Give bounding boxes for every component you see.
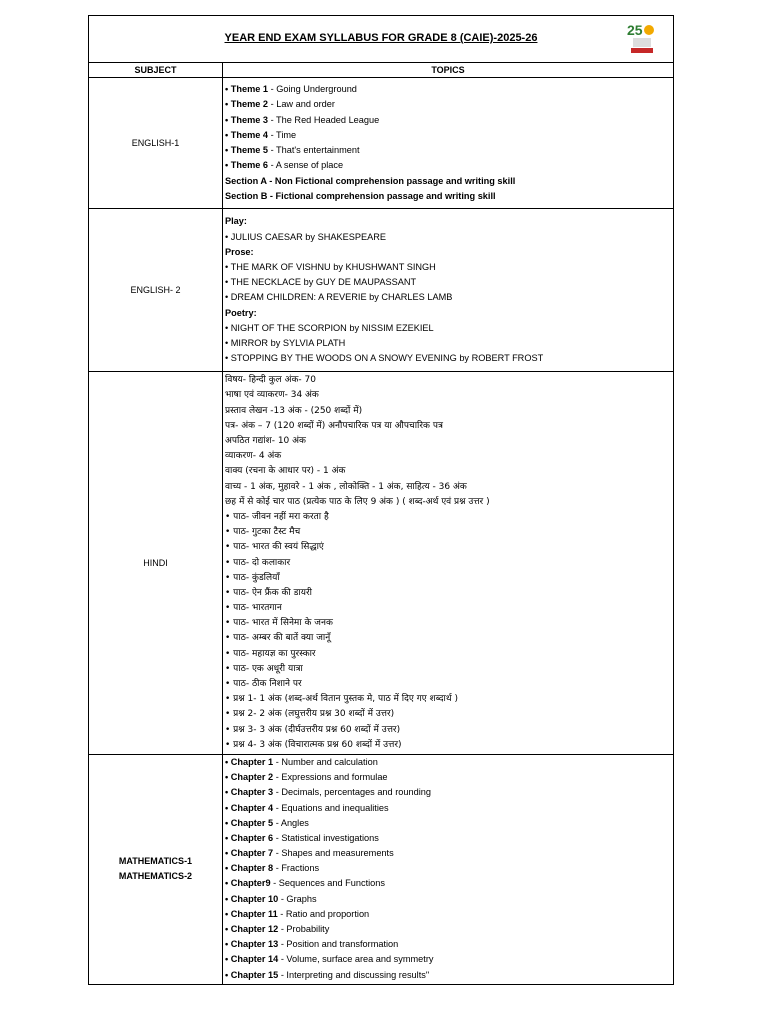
topic-line [225, 230, 673, 245]
topic-line: छह में से कोई चार पाठ (प्रत्येक पाठ के लिए 9 अंक ) ( शब्द-अर्थ एवं प्रश्न उत्तर ) [225, 496, 490, 507]
subject-line: MATHEMATICS-1 [118, 856, 193, 867]
chapter-label: • Chapter 12 [225, 924, 279, 934]
chapter-label: • Chapter9 [225, 878, 271, 889]
section-label: Poetry: [225, 307, 257, 318]
topics-header: TOPICS [431, 65, 465, 75]
topic-text: - Probability [278, 924, 330, 934]
topic-line [225, 351, 673, 366]
logo-badge-text: 25 [627, 22, 643, 38]
subject-cell: ENGLISH-1 [89, 78, 223, 208]
topic-line [225, 321, 673, 336]
page-title: YEAR END EXAM SYLLABUS FOR GRADE 8 (CAIE)-2025-26 [224, 32, 538, 44]
topic-line: • पाठ- कुंडलियाँ [225, 572, 280, 583]
topic-line [225, 755, 673, 770]
topic-line [225, 922, 673, 937]
topic-line: • पाठ- दो कलाकार [225, 557, 291, 568]
topic-line [225, 214, 673, 229]
topic-line [225, 952, 673, 967]
header-row [89, 63, 673, 78]
topic-text: - Sequences and Functions [270, 878, 385, 889]
topic-text: - Interpreting and discussing results" [278, 969, 430, 980]
chapter-label: • Chapter 2 [225, 772, 274, 783]
topic-text: - Number and calculation [273, 756, 378, 767]
topic-line [225, 260, 673, 275]
section-label: Prose: [225, 246, 254, 257]
topic-line: • पाठ- ठीक निशाने पर [225, 679, 302, 689]
topic-line: • प्रश्न 1- 1 अंक (शब्द-अर्थ वितान पुस्तक मे, पाठ में दिए गए शब्दार्थ ) [225, 694, 458, 705]
topic-line: अपठित गद्यांश- 10 अंक [225, 436, 306, 446]
topic-line [225, 82, 673, 97]
topic-text: - Law and order [268, 99, 335, 110]
topic-line: • पाठ- गुटका टैस्ट मैच [225, 527, 301, 538]
topic-text: - Position and transformation [278, 939, 399, 950]
topic-line [225, 907, 673, 922]
topic-line: प्रस्ताव लेखन -13 अंक - (250 शब्दों में) [225, 405, 363, 416]
topic-line: वाच्य - 1 अंक, मुहावरे - 1 अंक , लोकोक्ति - 1 अंक, साहित्य - 36 अंक [225, 481, 467, 492]
topic-label: • Theme 4 [225, 129, 269, 140]
topic-line [225, 846, 673, 861]
topic-label: • Theme 5 [225, 145, 269, 156]
chapter-label: • Chapter 11 [225, 908, 278, 919]
topic-line [225, 336, 673, 351]
topic-text: - Shapes and measurements [273, 848, 394, 859]
topic-line: पत्र- अंक – 7 (120 शब्दों में) अनौपचारिक पत्र या औपचारिक पत्र [225, 420, 443, 431]
chapter-label: • Chapter 5 [225, 817, 274, 828]
chapter-label: • Chapter 7 [225, 848, 274, 859]
topic-text: - The Red Headed League [268, 114, 380, 125]
topic-line: • पाठ- भारत की स्वयं सिद्धाएं [225, 542, 324, 553]
topic-line [225, 306, 673, 321]
topics-cell [223, 372, 673, 754]
title-row [89, 16, 673, 63]
topic-text: - Fractions [273, 863, 320, 874]
subject-cell: ENGLISH- 2 [89, 209, 223, 371]
topic-line [225, 128, 673, 143]
topic-line [225, 892, 673, 907]
topic-line: • पाठ- ऐन फ्रैंक की डायरी [225, 587, 312, 598]
topic-line [225, 97, 673, 112]
school-logo-icon [625, 21, 659, 57]
topic-text: - Decimals, percentages and rounding [273, 787, 431, 798]
topic-line [225, 876, 673, 891]
chapter-label: • Chapter 3 [225, 787, 274, 798]
topic-line [225, 861, 673, 876]
topic-text: • THE NECKLACE by GUY DE MAUPASSANT [225, 277, 417, 288]
topic-line [225, 290, 673, 305]
topic-line [225, 113, 673, 128]
row-mathematics [89, 755, 673, 984]
topic-text: - Going Underground [268, 84, 357, 94]
topic-text: • STOPPING BY THE WOODS ON A SNOWY EVENING by ROBERT FROST [225, 353, 544, 364]
topic-text: • THE MARK OF VISHNU by KHUSHWANT SINGH [225, 261, 436, 272]
topic-line: वाक्य (रचना के आधार पर) - 1 अंक [225, 466, 346, 477]
topics-cell [223, 209, 673, 371]
subject-line: MATHEMATICS-2 [118, 871, 193, 882]
topic-line [225, 937, 673, 952]
topic-line: • प्रश्न 2- 2 अंक (लघुत्तरीय प्रश्न 30 शब्दों में उत्तर) [225, 709, 395, 720]
topic-text: - Expressions and formulae [273, 772, 388, 783]
topic-text: - Ratio and proportion [277, 908, 370, 919]
topics-cell [223, 78, 673, 208]
topic-line: • प्रश्न 3- 3 अंक (दीर्घउत्तरीय प्रश्न 60 शब्दों में उत्तर) [225, 724, 401, 735]
topic-line [225, 816, 673, 831]
subject-cell [89, 755, 223, 984]
topic-text: - That's entertainment [268, 145, 360, 156]
chapter-label: • Chapter 1 [225, 756, 274, 767]
subject-header: SUBJECT [89, 63, 223, 77]
topic-line: भाषा एवं व्याकरण- 34 अंक [225, 390, 319, 401]
row-english-2 [89, 209, 673, 372]
topic-text: • JULIUS CAESAR by SHAKESPEARE [225, 231, 386, 242]
topic-line: • पाठ- अम्बर की बातें क्या जानूँ [225, 633, 331, 644]
topic-line [225, 158, 673, 173]
topic-text: - A sense of place [268, 160, 344, 171]
topic-text: • MIRROR by SYLVIA PLATH [225, 337, 346, 348]
syllabus-table [88, 15, 674, 985]
topic-text: - Angles [273, 817, 309, 828]
topic-line: • पाठ- जीवन नहीं मरा करता है [225, 511, 329, 522]
topic-line [225, 143, 673, 158]
chapter-label: • Chapter 6 [225, 832, 274, 843]
topic-line [225, 275, 673, 290]
row-english-1 [89, 78, 673, 209]
topic-label: • Theme 3 [225, 114, 269, 125]
topic-line: • पाठ- भारतगान [225, 603, 282, 614]
topic-line [225, 968, 673, 983]
topic-line [225, 174, 673, 189]
topic-label: Section A - Non Fictional comprehension passage and writing skill [225, 175, 516, 186]
topic-line: • पाठ- भारत में सिनेमा के जनक [225, 618, 333, 629]
topic-label: Section B - Fictional comprehension passage and writing skill [225, 191, 496, 202]
topic-text: - Equations and inequalities [273, 802, 389, 813]
topic-line: • पाठ- एक अधूरी यात्रा [225, 663, 303, 674]
topic-text: • NIGHT OF THE SCORPION by NISSIM EZEKIEL [225, 322, 434, 333]
topic-line: • पाठ- महायज्ञ का पुरस्कार [225, 648, 316, 659]
topic-text: - Volume, surface area and symmetry [278, 954, 434, 965]
topic-text: - Time [268, 129, 297, 140]
topic-line: व्याकरण- 4 अंक [225, 451, 282, 462]
topic-line [225, 801, 673, 816]
topic-line [225, 770, 673, 785]
section-label: Play: [225, 216, 247, 227]
topic-label: • Theme 2 [225, 99, 269, 110]
chapter-label: • Chapter 8 [225, 863, 274, 874]
topic-line [225, 785, 673, 800]
topic-text: - Statistical investigations [273, 832, 379, 843]
topic-line: विषय- हिन्दी कुल अंक- 70 [225, 375, 316, 386]
topic-line [225, 189, 673, 204]
topic-line: • प्रश्न 4- 3 अंक (विचारात्मक प्रश्न 60 शब्दों में उत्तर) [225, 739, 402, 750]
subject-cell: HINDI [89, 372, 223, 754]
chapter-label: • Chapter 13 [225, 939, 279, 950]
topics-cell [223, 755, 673, 984]
topic-line [225, 245, 673, 260]
chapter-label: • Chapter 15 [225, 969, 279, 980]
topic-label: • Theme 6 [225, 160, 269, 171]
chapter-label: • Chapter 4 [225, 802, 274, 813]
chapter-label: • Chapter 14 [225, 954, 279, 965]
topic-line [225, 831, 673, 846]
topic-text: - Graphs [278, 893, 317, 904]
row-hindi [89, 372, 673, 755]
topic-text: • DREAM CHILDREN: A REVERIE by CHARLES LAMB [225, 292, 453, 303]
topic-label: • Theme 1 [225, 84, 269, 94]
chapter-label: • Chapter 10 [225, 893, 279, 904]
